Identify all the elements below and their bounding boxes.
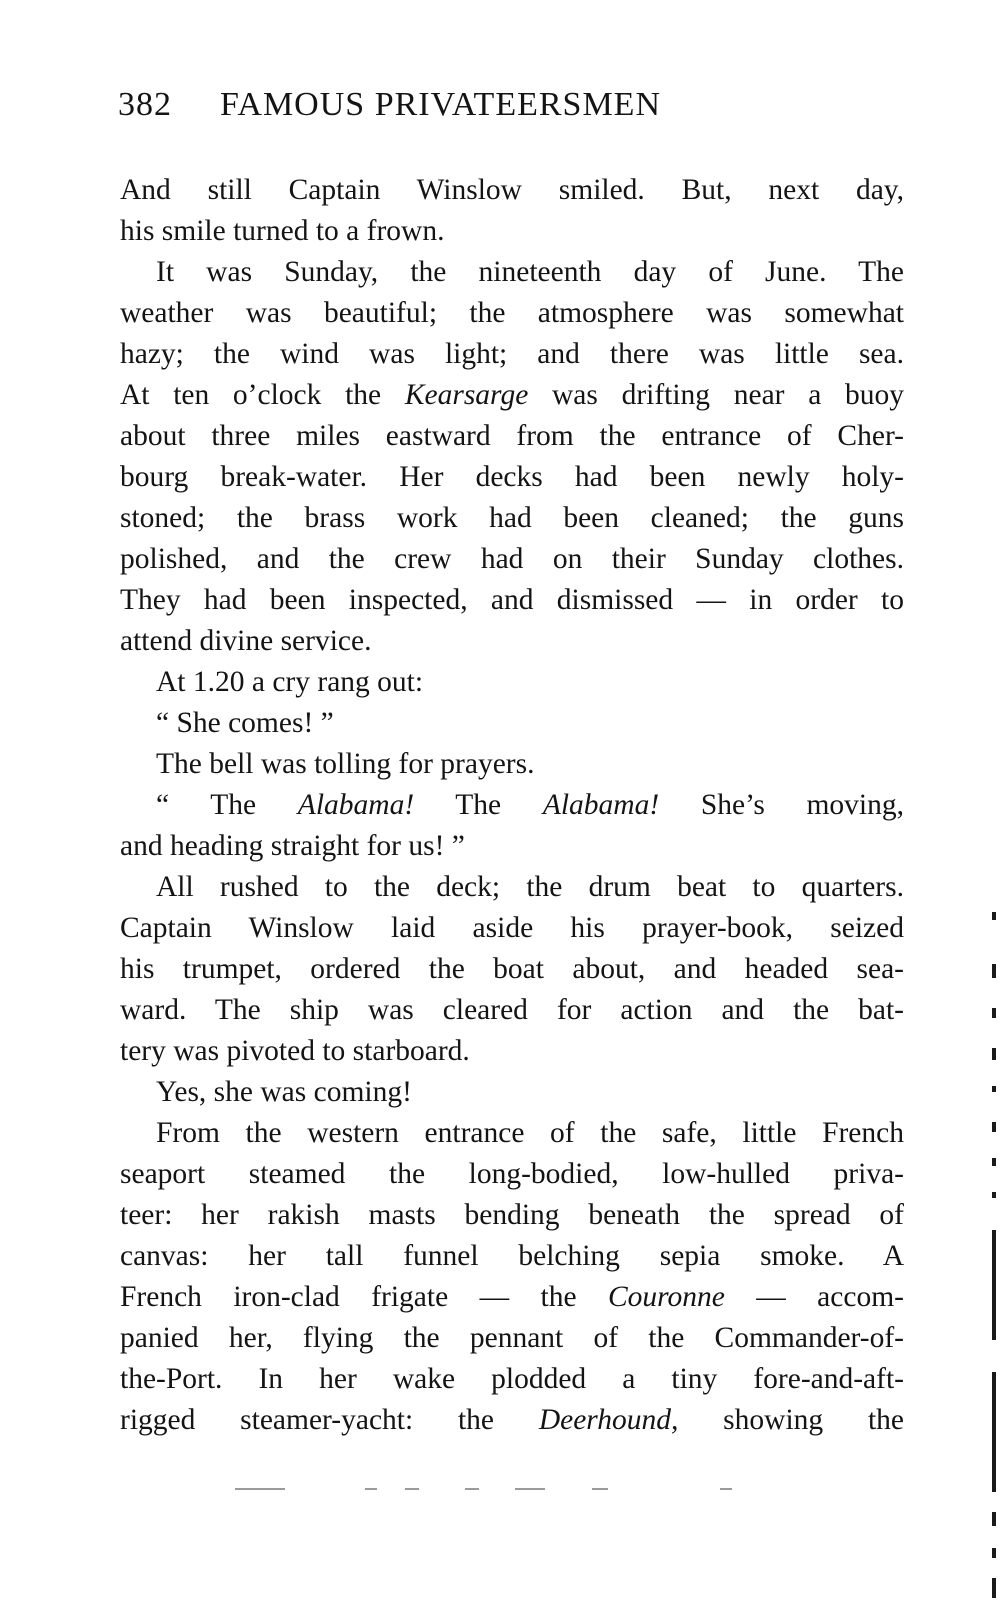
scan-smudge — [720, 1488, 732, 1490]
text-line: “ The Alabama! The Alabama! She’s moving, — [156, 789, 904, 821]
text-line: ward. The ship was cleared for action and the bat- — [120, 994, 904, 1026]
text-line: rigged steamer-yacht: the Deerhound, showing the — [120, 1404, 904, 1436]
italic-ship-name: Alabama! — [297, 789, 415, 821]
text-line: and heading straight for us! ” — [120, 830, 465, 862]
running-head — [118, 86, 661, 124]
text-line: seaport steamed the long-bodied, low-hulled priva- — [120, 1158, 904, 1190]
text-line: stoned; the brass work had been cleaned; the guns — [120, 502, 904, 534]
page-number: 382 — [118, 86, 172, 123]
text-line: French iron-clad frigate — the Couronne — accom- — [120, 1281, 904, 1313]
text-line: Yes, she was coming! — [156, 1076, 412, 1108]
scan-smudge — [235, 1488, 285, 1490]
text-line: his smile turned to a frown. — [120, 215, 445, 247]
scan-gutter-marks — [988, 900, 1000, 1617]
text-line: The bell was tolling for prayers. — [156, 748, 535, 780]
text-line: At 1.20 a cry rang out: — [156, 666, 424, 698]
text-line: the-Port. In her wake plodded a tiny fore-and-aft- — [120, 1363, 904, 1395]
running-head-title: FAMOUS PRIVATEERSMEN — [220, 86, 661, 123]
text-line: Captain Winslow laid aside his prayer-book, seized — [120, 912, 904, 944]
scan-smudge — [365, 1488, 377, 1490]
text-line: tery was pivoted to starboard. — [120, 1035, 470, 1067]
text-line: attend divine service. — [120, 625, 372, 657]
text-line: All rushed to the deck; the drum beat to quarters. — [156, 871, 904, 903]
italic-ship-name: Deerhound, — [538, 1404, 679, 1436]
text-line: It was Sunday, the nineteenth day of June. The — [156, 256, 904, 288]
text-line: polished, and the crew had on their Sunday clothes. — [120, 543, 904, 575]
body-text — [120, 170, 904, 1441]
text-line: bourg break-water. Her decks had been newly holy- — [120, 461, 904, 493]
text-line: canvas: her tall funnel belching sepia smoke. A — [120, 1240, 904, 1272]
italic-ship-name: Kearsarge — [404, 379, 529, 411]
text-line: And still Captain Winslow smiled. But, next day, — [120, 174, 904, 206]
scan-smudge — [465, 1488, 479, 1490]
scan-smudge — [515, 1488, 545, 1490]
text-line: weather was beautiful; the atmosphere was somewhat — [120, 297, 904, 329]
text-line: They had been inspected, and dismissed — in order to — [120, 584, 904, 616]
text-line: teer: her rakish masts bending beneath the spread of — [120, 1199, 904, 1231]
text-line: panied her, flying the pennant of the Commander-of- — [120, 1322, 904, 1354]
text-line: hazy; the wind was light; and there was little sea. — [120, 338, 904, 370]
text-line: about three miles eastward from the entrance of Cher- — [120, 420, 904, 452]
scan-smudge — [592, 1488, 608, 1490]
scan-smudge — [405, 1488, 419, 1490]
text-line: “ She comes! ” — [156, 707, 334, 739]
italic-ship-name: Couronne — [607, 1281, 725, 1313]
text-line: From the western entrance of the safe, little French — [156, 1117, 904, 1149]
text-line: At ten o’clock the Kearsarge was drifting near a buoy — [120, 379, 904, 411]
italic-ship-name: Alabama! — [542, 789, 660, 821]
text-line: his trumpet, ordered the boat about, and headed sea- — [120, 953, 904, 985]
